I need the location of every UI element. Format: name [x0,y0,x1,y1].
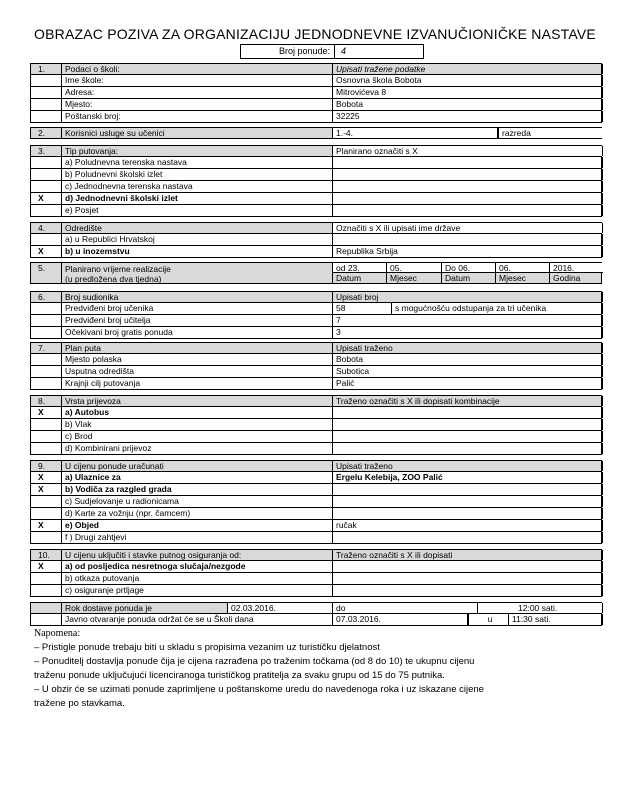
mark-cell[interactable]: X [38,407,44,417]
section-hint: Upisati traženo [332,461,603,471]
option-value[interactable] [332,169,603,180]
option-value[interactable] [332,407,603,418]
opening-date[interactable]: 07.03.2016. [332,614,468,625]
note-line: – Ponuditelj dostavlja ponude čija je cijena razrađena po traženim točkama (od 8 do 10) te ukupnu cijenu [34,656,475,667]
mark-cell[interactable] [31,157,61,168]
option-label: c) Brod [61,431,332,442]
teachers-label: Predviđeni broj učitelja [61,315,332,326]
option-label: b) otkaza putovanja [61,573,332,584]
grades-value[interactable]: 1.-4. [332,128,498,138]
section-label: Odredište [61,223,332,233]
section-hint: Upisati tražene podatke [332,64,603,74]
section-time [30,262,602,284]
mark-cell[interactable] [31,573,61,584]
postal-code-label: Poštanski broj: [61,111,332,122]
route-label: Krajnji cilj putovanja [61,378,332,389]
form-title: OBRAZAC POZIVA ZA ORGANIZACIJU JEDNODNEVNE IZVANUČIONIČKE NASTAVE [34,26,596,42]
option-label: b) Vlak [61,419,332,430]
offer-number-value[interactable]: 4 [341,46,347,56]
section-label: Podaci o školi: [61,64,332,74]
mark-cell[interactable] [31,532,61,543]
option-label: e) Objed [61,520,332,531]
option-value[interactable] [332,234,603,245]
mark-cell[interactable] [31,431,61,442]
opening-u: u [468,614,508,625]
note-line: – U obzir će se uzimati ponude zaprimljene u poštanskome uredu do navedenoga roka i uz iskazane cijene [34,684,484,695]
place-value[interactable]: Bobota [332,99,603,110]
option-value[interactable] [332,193,603,204]
section-label: Broj sudionika [61,292,332,302]
section-number: 8. [38,396,46,406]
section-hint: Planirano označiti s X [332,146,603,156]
time-label-line1: Planirano vrijeme realizacije [65,264,171,274]
route-value[interactable]: Palić [332,378,603,389]
mark-cell[interactable]: X [38,561,44,571]
date-to-month[interactable]: 06. [496,263,550,273]
section-label [61,263,332,283]
route-label: Usputna odredišta [61,366,332,377]
offer-number-box [240,44,424,59]
option-value[interactable] [332,496,603,507]
option-label: a) Ulaznice za [61,472,332,483]
option-value[interactable] [332,573,603,584]
deadline-do: do [332,603,478,613]
deadline-time[interactable]: 12:00 sati. [478,603,603,613]
students-label: Predviđeni broj učenika [61,303,332,314]
option-value[interactable] [332,532,603,543]
option-label: e) Posjet [61,205,332,216]
mark-cell[interactable] [31,443,61,454]
section-number: 10. [38,550,50,560]
students-note: s mogućnošću odstupanja za tri učenika [392,303,603,314]
option-value[interactable]: ručak [332,520,603,531]
option-value[interactable] [332,561,603,572]
option-label: d) Jednodnevni školski izlet [61,193,332,204]
option-value[interactable] [332,484,603,495]
date-grid [332,263,603,283]
option-value[interactable] [332,419,603,430]
mark-cell[interactable] [31,169,61,180]
mark-cell[interactable]: X [38,246,44,256]
mark-cell[interactable] [31,419,61,430]
route-value[interactable]: Bobota [332,354,603,365]
section-hint: Traženo označiti s X ili dopisati [332,550,603,560]
mark-cell[interactable] [31,234,61,245]
section-number: 3. [38,146,46,156]
mark-cell[interactable] [31,496,61,507]
caption-month: Mjesec [387,273,442,283]
section-users [30,127,602,139]
notes-heading: Napomena: [34,628,81,639]
postal-code-value[interactable]: 32225 [332,111,603,122]
date-from-day[interactable]: od 23. [333,263,387,273]
section-number: 5. [38,263,46,273]
mark-cell[interactable]: X [38,472,44,482]
option-value[interactable]: Republika Srbija [332,246,603,257]
option-label: d) Kombinirani prijevoz [61,443,332,454]
section-label: Korisnici usluge su učenici [61,128,332,138]
grades-suffix: razreda [498,128,603,138]
option-label: b) Vodiča za razgled grada [61,484,332,495]
section-label: Plan puta [61,343,332,353]
address-value[interactable]: Mitrovićeva 8 [332,87,603,98]
note-line: – Pristigle ponude trebaju biti u skladu s propisima vezanim uz turističku djelatnost [34,642,380,653]
section-label: Vrsta prijevoza [61,396,332,406]
section-hint: Traženo označiti s X ili dopisati kombinacije [332,396,603,406]
option-label: a) od posljedica nesretnoga slučaja/nezgode [61,561,332,572]
route-label: Mjesto polaska [61,354,332,365]
section-number: 9. [38,461,46,471]
option-label: c) osiguranje prtljage [61,585,332,596]
section-number: 2. [38,128,46,138]
students-value[interactable]: 58 [332,303,392,314]
option-value[interactable] [332,508,603,519]
section-number: 7. [38,343,46,353]
gratis-value[interactable]: 3 [332,327,603,338]
option-label: c) Sudjelovanje u radionicama [61,496,332,507]
note-line: tražene po stavkama. [34,698,125,709]
option-label: b) u inozemstvu [61,246,332,257]
caption-day: Datum [442,273,496,283]
date-from-month[interactable]: 05. [387,263,442,273]
option-value[interactable] [332,205,603,216]
opening-time[interactable]: 11:30 sati. [508,614,603,625]
teachers-value[interactable]: 7 [332,315,603,326]
gratis-label: Očekivani broj gratis ponuda [61,327,332,338]
option-value[interactable] [332,157,603,168]
mark-cell[interactable] [31,508,61,519]
option-value[interactable] [332,585,603,596]
option-value[interactable]: Ergelu Kelebija, ZOO Palić [332,472,603,483]
mark-cell[interactable] [31,585,61,596]
mark-cell[interactable]: X [38,193,44,203]
date-year[interactable]: 2016. [550,263,603,273]
section-deadlines [30,602,602,626]
school-name-value[interactable]: Osnovna škola Bobota [332,75,603,86]
date-to-day[interactable]: Do 06. [442,263,496,273]
opening-label: Javno otvaranje ponuda održat će se u Školi dana [61,614,332,625]
caption-day: Datum [333,273,387,283]
option-value[interactable] [332,431,603,442]
section-included [30,460,602,544]
option-label: f ) Drugi zahtjevi [61,532,332,543]
mark-cell[interactable]: X [38,520,44,530]
caption-month: Mjesec [496,273,550,283]
section-participants [30,291,602,339]
section-route [30,342,602,390]
section-label: Tip putovanja: [61,146,332,156]
section-label: U cijenu uključiti i stavke putnog osiguranja od: [61,550,332,560]
section-transport [30,395,602,455]
note-line: traženu ponude uključujući licenciranoga turističkog pratitelja za svaku grupu od 15 do 75 putnika. [34,670,445,681]
option-label: a) Autobus [61,407,332,418]
option-label: a) u Republici Hrvatskoj [61,234,332,245]
deadline-label: Rok dostave ponuda je [61,603,227,613]
address-label: Adresa: [61,87,332,98]
section-number: 4. [38,223,46,233]
option-label: b) Poludnevni školski izlet [61,169,332,180]
option-label: a) Poludnevna terenska nastava [61,157,332,168]
section-label: U cijenu ponude uračunati [61,461,332,471]
mark-cell[interactable]: X [38,484,44,494]
option-value[interactable] [332,443,603,454]
deadline-date[interactable]: 02.03.2016. [227,603,332,613]
option-label: d) Karte za vožnju (npr. čamcem) [61,508,332,519]
section-insurance [30,549,602,597]
section-number: 6. [38,292,46,302]
mark-cell[interactable] [31,205,61,216]
section-school-data [30,63,602,123]
time-label-line2: (u predložena dva tjedna) [65,274,162,283]
section-number: 1. [38,64,46,74]
place-label: Mjesto: [61,99,332,110]
offer-number-label: Broj ponude: [241,45,335,58]
route-value[interactable]: Subotica [332,366,603,377]
option-label: c) Jednodnevna terenska nastava [61,181,332,192]
notes [34,627,594,711]
section-destination [30,222,602,258]
section-hint: Upisati traženo [332,343,603,353]
section-hint: Upisati broj [332,292,603,302]
section-hint: Označiti s X ili upisati ime države [332,223,603,233]
section-trip-type [30,145,602,217]
school-name-label: Ime škole: [61,75,332,86]
caption-year: Godina [553,273,581,283]
option-value[interactable] [332,181,603,192]
mark-cell[interactable] [31,181,61,192]
